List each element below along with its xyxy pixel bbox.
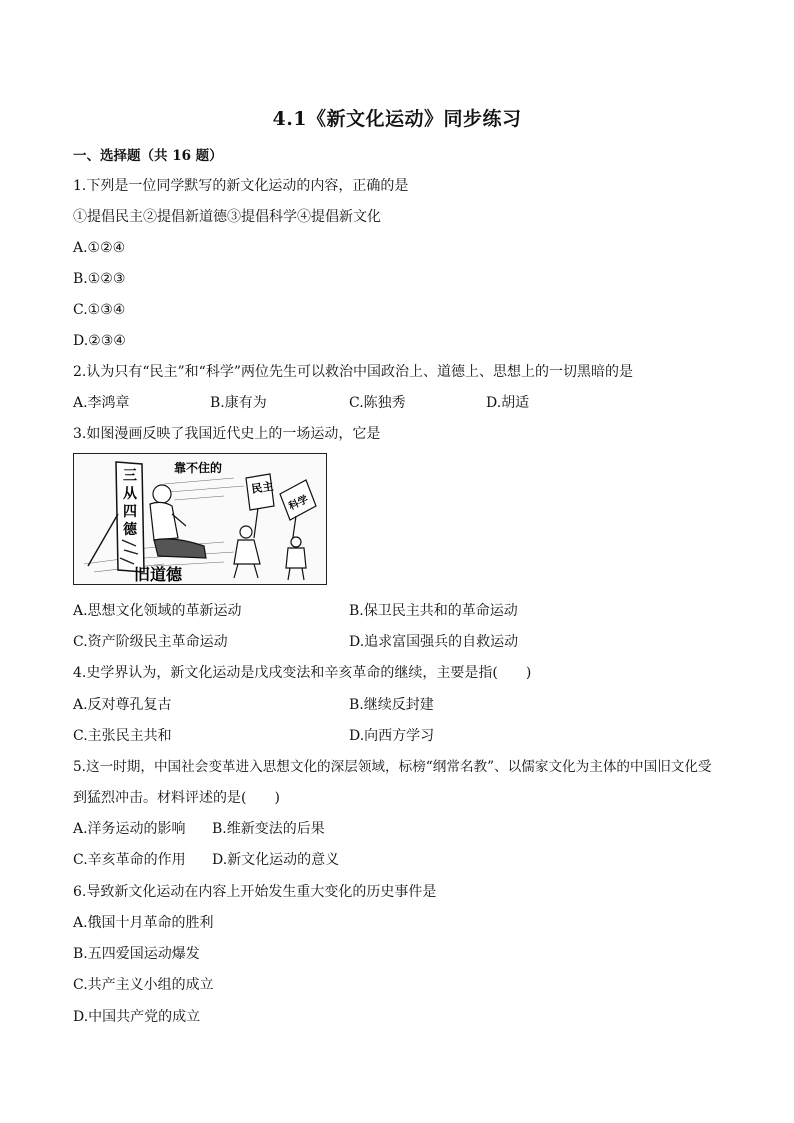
question-2-option-c[interactable]: C.陈独秀	[349, 395, 406, 411]
question-5-option-a[interactable]: A.洋务运动的影响	[73, 821, 186, 837]
cartoon-drawing	[74, 454, 326, 584]
cartoon-caption-bottom: 旧道德	[134, 565, 183, 584]
question-4-option-d[interactable]: D.向西方学习	[349, 728, 435, 744]
sign-right-text: 科学	[287, 494, 311, 513]
question-1-option-a[interactable]: A.①②④	[73, 240, 126, 256]
question-6-stem: 6.导致新文化运动在内容上开始发生重大变化的历史事件是	[73, 884, 437, 900]
question-5-stem-line-1: 5.这一时期，中国社会变革进入思想文化的深层领域，标榜“纲常名教”、以儒家文化为主体的中国旧文化受	[73, 759, 712, 775]
question-2-option-b[interactable]: B.康有为	[210, 395, 267, 411]
old-man-figure	[150, 485, 206, 558]
question-6-option-c[interactable]: C.共产主义小组的成立	[73, 977, 214, 993]
question-5-stem-line-2: 到猛烈冲击。材料评述的是( )	[73, 790, 280, 806]
question-1-option-d[interactable]: D.②③④	[73, 333, 126, 349]
question-5-option-b[interactable]: B.维新变法的后果	[212, 821, 325, 837]
question-2-option-a[interactable]: A.李鸿章	[73, 395, 130, 411]
question-1-option-c[interactable]: C.①③④	[73, 302, 126, 318]
question-2-stem: 2.认为只有“民主”和“科学”两位先生可以救治中国政治上、道德上、思想上的一切黑暗的是	[73, 364, 633, 380]
pillar-char-4: 德	[123, 522, 137, 538]
sign-left-text: 民主	[250, 479, 275, 496]
question-2-option-d[interactable]: D.胡适	[486, 395, 530, 411]
cartoon-caption-top: 靠不住的	[174, 461, 223, 475]
question-4-stem: 4.史学界认为，新文化运动是戊戌变法和辛亥革命的继续，主要是指( )	[73, 665, 532, 681]
cartoon-illustration	[73, 453, 327, 585]
section-heading: 一、选择题（共 16 题）	[73, 148, 223, 164]
question-4-option-b[interactable]: B.继续反封建	[349, 697, 434, 713]
question-5-option-c[interactable]: C.辛亥革命的作用	[73, 852, 186, 868]
question-4-option-a[interactable]: A.反对尊孔复古	[73, 697, 172, 713]
question-3-stem: 3.如图漫画反映了我国近代史上的一场运动，它是	[73, 426, 381, 442]
question-4-option-c[interactable]: C.主张民主共和	[73, 728, 172, 744]
question-6-option-b[interactable]: B.五四爱国运动爆发	[73, 946, 200, 962]
young-man-right	[280, 480, 316, 580]
page-title: 4.1《新文化运动》同步练习	[272, 108, 522, 130]
question-3-option-a[interactable]: A.思想文化领域的革新运动	[73, 603, 242, 619]
pillar-char-1: 三	[123, 468, 137, 484]
support-stick	[88, 514, 118, 566]
question-3-option-d[interactable]: D.追求富国强兵的自救运动	[349, 634, 519, 650]
question-5-option-d[interactable]: D.新文化运动的意义	[212, 852, 340, 868]
question-3-option-c[interactable]: C.资产阶级民主革命运动	[73, 634, 228, 650]
question-1-option-b[interactable]: B.①②③	[73, 271, 126, 287]
falling-pillar	[116, 462, 144, 572]
question-1-stem: 1.下列是一位同学默写的新文化运动的内容，正确的是	[73, 178, 409, 194]
question-1-items: ①提倡民主②提倡新道德③提倡科学④提倡新文化	[73, 209, 381, 225]
question-6-option-d[interactable]: D.中国共产党的成立	[73, 1009, 201, 1025]
pillar-char-2: 从	[123, 486, 137, 502]
question-6-option-a[interactable]: A.俄国十月革命的胜利	[73, 915, 214, 931]
question-3-option-b[interactable]: B.保卫民主共和的革命运动	[349, 603, 518, 619]
pillar-char-3: 四	[123, 504, 137, 520]
